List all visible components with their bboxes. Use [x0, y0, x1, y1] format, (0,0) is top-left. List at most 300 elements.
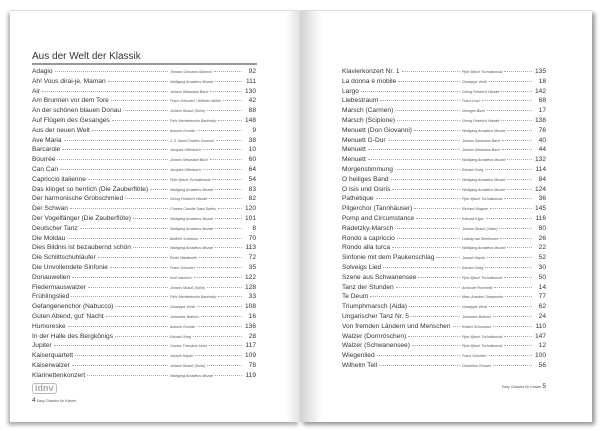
page-ref: 30	[538, 263, 546, 271]
page-ref: 114	[535, 165, 546, 173]
title-cell	[32, 323, 170, 330]
dot-leader	[218, 120, 242, 121]
toc-entry	[342, 362, 546, 372]
composer-name: Pjotr Iljitsch Tschaikowski	[462, 70, 503, 74]
composer-cell	[170, 374, 244, 378]
composer-cell	[170, 80, 244, 84]
dot-leader	[54, 345, 168, 346]
dot-leader	[80, 228, 168, 229]
title-cell	[32, 244, 170, 251]
piece-title: Klarinettenkonzert	[32, 371, 86, 379]
piece-title: Ah! Vous dirai-je, Maman	[32, 77, 106, 85]
composer-name: Wolfgang Amadeus Mozart	[170, 216, 214, 221]
dot-leader	[88, 179, 168, 180]
title-cell	[32, 117, 170, 124]
page-ref: 78	[248, 361, 256, 369]
composer-name: Antonín Dvořák	[170, 128, 195, 133]
page-ref: 42	[248, 97, 256, 105]
composer-name: Felix Mendelssohn Bartholdy	[170, 118, 217, 123]
dot-leader	[392, 189, 460, 190]
dot-leader	[223, 100, 242, 101]
dot-leader	[195, 355, 242, 356]
toc-entry	[32, 244, 256, 254]
composer-cell	[170, 178, 244, 182]
page-ref: 33	[248, 293, 256, 301]
dot-leader	[453, 326, 460, 327]
dot-leader	[215, 375, 242, 376]
toc-entry	[342, 186, 546, 196]
composer-cell	[462, 178, 534, 182]
dot-leader	[502, 140, 532, 141]
toc-entry	[32, 323, 256, 333]
title-cell	[32, 264, 170, 271]
piece-title: Auf Flügeln des Gesanges	[32, 116, 110, 124]
composer-cell	[170, 90, 244, 94]
dot-leader	[489, 355, 532, 356]
toc-list-right	[342, 68, 546, 372]
dot-leader	[414, 130, 460, 131]
toc-entry	[32, 88, 256, 98]
page-ref: 52	[538, 254, 546, 262]
composer-cell	[462, 168, 534, 172]
piece-title: Deutscher Tanz	[32, 224, 78, 232]
dot-leader	[203, 169, 242, 170]
dot-leader	[210, 159, 242, 160]
title-cell	[342, 117, 462, 124]
piece-title: Aus der neuen Welt	[32, 126, 90, 134]
toc-entry	[342, 284, 546, 294]
composer-cell	[462, 237, 534, 241]
page-ref: 24	[538, 312, 546, 320]
composer-name: Amilcare Ponchielli	[462, 285, 493, 290]
page-ref: 26	[538, 234, 546, 242]
composer-cell	[462, 119, 534, 123]
composer-cell	[170, 266, 244, 270]
composer-cell	[462, 266, 534, 270]
title-cell	[32, 195, 170, 202]
page-ref: 10	[248, 146, 256, 154]
piece-title: Szene aus Schwanensee	[342, 273, 417, 281]
piece-title: Menuett	[342, 146, 366, 154]
toc-entry	[32, 107, 256, 117]
dot-leader	[209, 198, 242, 199]
piece-title: Rondo a capriccio	[342, 234, 395, 242]
page-number: 5	[542, 383, 546, 390]
composer-cell	[170, 129, 244, 133]
dot-leader	[507, 179, 532, 180]
dot-leader	[392, 247, 460, 248]
dot-leader	[376, 198, 460, 199]
composer-name: Pjotr Iljitsch Tschaikowski	[462, 334, 503, 339]
title-cell	[32, 176, 170, 183]
composer-name: Johann Strauß (Vater)	[462, 226, 498, 231]
piece-title: Te Deum	[342, 293, 369, 301]
piece-title: Capriccio italienne	[32, 175, 86, 183]
title-cell	[32, 88, 170, 95]
piece-title: Menuett (Don Giovanni)	[342, 126, 413, 134]
dot-leader	[215, 247, 242, 248]
dot-leader	[210, 91, 242, 92]
toc-entry	[32, 313, 256, 323]
composer-cell	[170, 217, 244, 221]
dot-leader	[395, 228, 460, 229]
dot-leader	[216, 140, 242, 141]
page-ref: 83	[248, 185, 256, 193]
composer-cell	[462, 364, 534, 368]
dot-leader	[504, 198, 532, 199]
composer-name: Tomaso Giovanni Albinoni	[170, 70, 212, 74]
piece-title: An der schönen blauen Donau	[32, 107, 122, 115]
dot-leader	[197, 306, 242, 307]
dot-leader	[504, 345, 532, 346]
title-cell	[32, 166, 170, 173]
composer-name: Edward Elgar	[462, 216, 484, 221]
piece-title: Der harmonische Grobschmied	[32, 195, 124, 203]
dot-leader	[507, 247, 532, 248]
dot-leader	[207, 287, 242, 288]
toc-entry	[342, 137, 546, 147]
dot-leader	[396, 287, 460, 288]
composer-name: Pjotr Iljitsch Tschaikowski	[170, 177, 211, 182]
toc-entry	[342, 225, 546, 235]
dot-leader	[482, 100, 532, 101]
dot-leader	[106, 316, 168, 317]
composer-name: Felix Mendelssohn Bartholdy	[170, 295, 217, 300]
dot-leader	[98, 257, 168, 258]
dot-leader	[490, 208, 532, 209]
page-ref: 17	[538, 107, 546, 115]
dot-leader	[493, 365, 532, 366]
piece-title: Der Schwan	[32, 205, 68, 213]
dot-leader	[88, 287, 168, 288]
page-ref: 113	[245, 244, 256, 252]
piece-title: Ave Maria	[32, 136, 62, 144]
composer-name: Wolfgang Amadeus Mozart	[170, 226, 214, 231]
composer-cell	[170, 276, 244, 280]
dot-leader	[487, 257, 532, 258]
dot-leader	[72, 365, 168, 366]
title-cell	[342, 166, 462, 173]
dot-leader	[397, 120, 460, 121]
dot-leader	[72, 277, 168, 278]
composer-name: Richard Wagner	[462, 207, 488, 212]
dot-leader	[64, 140, 168, 141]
composer-cell	[462, 90, 534, 94]
title-cell	[32, 127, 170, 134]
dot-leader	[197, 267, 242, 268]
dot-leader	[489, 81, 532, 82]
page-ref: 109	[244, 352, 256, 360]
dot-leader	[377, 355, 460, 356]
composer-name: Antonín Dvořák	[170, 324, 195, 329]
composer-name: Edvard Grieg	[462, 167, 484, 172]
title-cell	[342, 362, 462, 369]
toc-entry	[342, 146, 546, 156]
piece-title: Barcarole	[32, 146, 61, 154]
piece-title: Liebestraum	[342, 97, 379, 105]
title-cell	[32, 68, 170, 75]
composer-name: Johann Strauß (Sohn)	[170, 285, 206, 290]
dot-leader	[486, 218, 532, 219]
piece-title: Wilhelm Tell	[342, 361, 378, 369]
dot-leader	[70, 208, 168, 209]
piece-title: Die Unvollendete Sinfonie	[32, 263, 108, 271]
dot-leader	[42, 91, 168, 92]
title-cell	[32, 352, 170, 359]
composer-name: Franz Schubert	[462, 354, 487, 359]
composer-name: Franz Liszt	[462, 99, 480, 104]
composer-name: Marc-Antoine Charpentier	[462, 295, 504, 300]
piece-title: Can Can	[32, 165, 59, 173]
dot-leader	[62, 149, 168, 150]
piece-title: Das klinget so herrlich (Die Zauberflöte)	[32, 185, 149, 193]
dot-leader	[504, 71, 532, 72]
toc-entry	[32, 372, 256, 382]
toc-entry	[342, 215, 546, 225]
title-cell	[342, 333, 462, 340]
composer-name: Franz Schubert	[170, 265, 195, 270]
dot-leader	[489, 306, 532, 307]
composer-cell	[462, 99, 534, 103]
composer-cell	[462, 344, 534, 348]
page-ref: 68	[538, 97, 546, 105]
composer-name: Johann Sebastian Bach	[170, 89, 208, 94]
page-ref: 28	[248, 332, 256, 340]
piece-title: Pathétique	[342, 195, 374, 203]
page-ref: 128	[244, 283, 256, 291]
composer-cell	[462, 315, 534, 319]
dot-leader	[218, 208, 242, 209]
piece-title: Air	[32, 87, 41, 95]
composer-cell	[170, 119, 244, 123]
dot-leader	[409, 306, 460, 307]
composer-cell	[462, 139, 534, 143]
toc-entry	[32, 362, 256, 372]
composer-name: Bedřich Smetana	[170, 236, 198, 241]
composer-cell	[462, 207, 534, 211]
composer-name: Johannes Brahms	[462, 314, 491, 319]
piece-title: Klavierkonzert Nr. 1	[342, 68, 400, 75]
page-ref: 145	[534, 205, 546, 213]
composer-cell	[462, 80, 534, 84]
page-ref: 22	[538, 244, 546, 252]
page-footer-left	[32, 397, 76, 404]
composer-cell	[170, 99, 244, 103]
composer-cell	[170, 70, 244, 74]
title-cell	[342, 127, 462, 134]
toc-entry	[32, 293, 256, 303]
dot-leader	[201, 316, 242, 317]
composer-name: Wolfgang Amadeus Mozart	[170, 187, 214, 192]
composer-name: Edvard Grieg	[170, 334, 192, 339]
page-ref: 64	[248, 165, 256, 173]
page-ref: 116	[535, 214, 546, 222]
piece-title: Triumphmarsch (Aida)	[342, 303, 407, 311]
page-ref: 35	[248, 263, 256, 271]
piece-title: Tanz der Stunden	[342, 283, 394, 291]
title-cell	[342, 186, 462, 193]
dot-leader	[504, 277, 532, 278]
page-ref: 132	[534, 156, 546, 164]
composer-name: Georg Friedrich Händel	[462, 118, 500, 123]
composer-cell	[170, 207, 244, 211]
footer-text: Easy Classics für Klavier	[501, 385, 542, 389]
title-cell	[32, 146, 170, 153]
title-cell	[342, 78, 462, 85]
composer-cell	[462, 335, 534, 339]
composer-name: Wolfgang Amadeus Mozart	[462, 158, 506, 163]
dot-leader	[215, 218, 242, 219]
title-cell	[32, 303, 170, 310]
title-cell	[32, 205, 170, 212]
title-cell	[342, 342, 462, 349]
piece-title: Donauwellen	[32, 273, 71, 281]
dot-leader	[200, 238, 242, 239]
piece-title: Frühlingslied	[32, 293, 70, 301]
toc-entry	[32, 352, 256, 362]
piece-title: Walzer (Schwanensee)	[342, 342, 410, 350]
page-ref: 142	[534, 87, 546, 95]
title-cell	[342, 195, 462, 202]
page-ref: 119	[245, 371, 256, 379]
title-cell	[342, 205, 462, 212]
page-ref: 54	[248, 175, 256, 183]
title-cell	[32, 137, 170, 144]
dot-leader	[133, 247, 168, 248]
title-cell	[32, 156, 170, 163]
page-ref: 124	[534, 185, 546, 193]
left-page	[10, 10, 300, 422]
toc-entry	[32, 284, 256, 294]
footer-text: Easy Classics für Klavier	[36, 399, 77, 403]
dot-leader	[408, 336, 460, 337]
title-cell	[342, 303, 462, 310]
toc-entry	[342, 303, 546, 313]
dot-leader	[368, 149, 460, 150]
toc-entry	[32, 205, 256, 215]
dot-leader	[499, 228, 532, 229]
piece-title: La donna è mobile	[342, 77, 397, 85]
title-cell	[32, 333, 170, 340]
composer-cell	[462, 158, 534, 162]
piece-title: Wiegenlied	[342, 352, 375, 360]
page-ref: 9	[252, 126, 256, 134]
title-cell	[32, 225, 170, 232]
composer-name: Wolfgang Amadeus Mozart	[462, 128, 506, 133]
composer-cell	[462, 70, 534, 74]
composer-cell	[170, 315, 244, 319]
dot-leader	[379, 365, 460, 366]
dot-leader	[485, 267, 532, 268]
right-page	[300, 10, 592, 422]
dot-leader	[487, 110, 532, 111]
dot-leader	[110, 267, 168, 268]
dot-leader	[504, 336, 532, 337]
dot-leader	[361, 91, 460, 92]
dot-leader	[57, 159, 168, 160]
title-cell	[32, 284, 170, 291]
dot-leader	[112, 120, 168, 121]
dot-leader	[416, 218, 460, 219]
dot-leader	[402, 71, 460, 72]
dot-leader	[215, 189, 242, 190]
dot-leader	[501, 91, 532, 92]
page-ref: 82	[248, 195, 256, 203]
composer-cell	[462, 286, 534, 290]
title-cell	[32, 362, 170, 369]
piece-title: Kaiserquartett	[32, 352, 74, 360]
page-ref: 108	[244, 303, 256, 311]
composer-name: Edvard Grieg	[462, 265, 484, 270]
page-ref: 120	[244, 205, 256, 213]
piece-title: Bourrée	[32, 156, 56, 164]
dot-leader	[391, 179, 460, 180]
toc-entry	[342, 195, 546, 205]
piece-title: Sinfonie mit dem Paukenschlag	[342, 254, 435, 262]
composer-cell	[462, 305, 534, 309]
piece-title: In der Halle des Bergkönigs	[32, 332, 114, 340]
dot-leader	[493, 316, 532, 317]
dot-leader	[212, 179, 242, 180]
piece-title: Pomp and Circumstance	[342, 214, 415, 222]
toc-entry	[32, 186, 256, 196]
title-cell	[342, 137, 462, 144]
title-cell	[342, 293, 462, 300]
page-ref: 122	[244, 273, 256, 281]
page-ref: 12	[538, 342, 546, 350]
title-cell	[32, 186, 170, 193]
composer-name: Émile Waldteufel	[170, 256, 197, 261]
toc-entry	[32, 215, 256, 225]
composer-cell	[170, 335, 244, 339]
dot-leader	[507, 159, 532, 160]
dot-leader	[398, 81, 460, 82]
toc-entry	[342, 313, 546, 323]
composer-name: Franz Schubert / Wilhelm Müller	[170, 99, 222, 104]
composer-cell	[462, 109, 534, 113]
title-cell	[32, 235, 170, 242]
toc-entry	[342, 68, 546, 78]
composer-name: Wolfgang Amadeus Mozart	[170, 246, 214, 251]
composer-cell	[462, 325, 534, 329]
title-cell	[342, 244, 462, 251]
page-ref: 148	[244, 116, 256, 124]
composer-name: Giuseppe Verdi	[170, 305, 195, 310]
composer-cell	[462, 129, 534, 133]
page-ref: 44	[538, 146, 546, 154]
page-ref: 36	[538, 195, 546, 203]
title-cell	[342, 156, 462, 163]
composer-cell	[170, 305, 244, 309]
toc-entry	[32, 97, 256, 107]
piece-title: Gefangenenchor (Nabucco)	[32, 303, 114, 311]
toc-entry	[32, 225, 256, 235]
composer-cell	[170, 246, 244, 250]
dot-leader	[485, 169, 532, 170]
page-ref: 60	[248, 156, 256, 164]
title-cell	[342, 97, 462, 104]
page-ref: 18	[538, 77, 546, 85]
composer-name: Johann Sebastian Bach	[170, 158, 208, 163]
page-ref: 136	[244, 322, 256, 330]
dot-leader	[60, 169, 168, 170]
page-number: 4	[32, 397, 36, 404]
dot-leader	[55, 71, 168, 72]
title-cell	[32, 254, 170, 261]
composer-cell	[170, 286, 244, 290]
title-cell	[342, 274, 462, 281]
composer-name: Wolfgang Amadeus Mozart	[462, 187, 506, 192]
